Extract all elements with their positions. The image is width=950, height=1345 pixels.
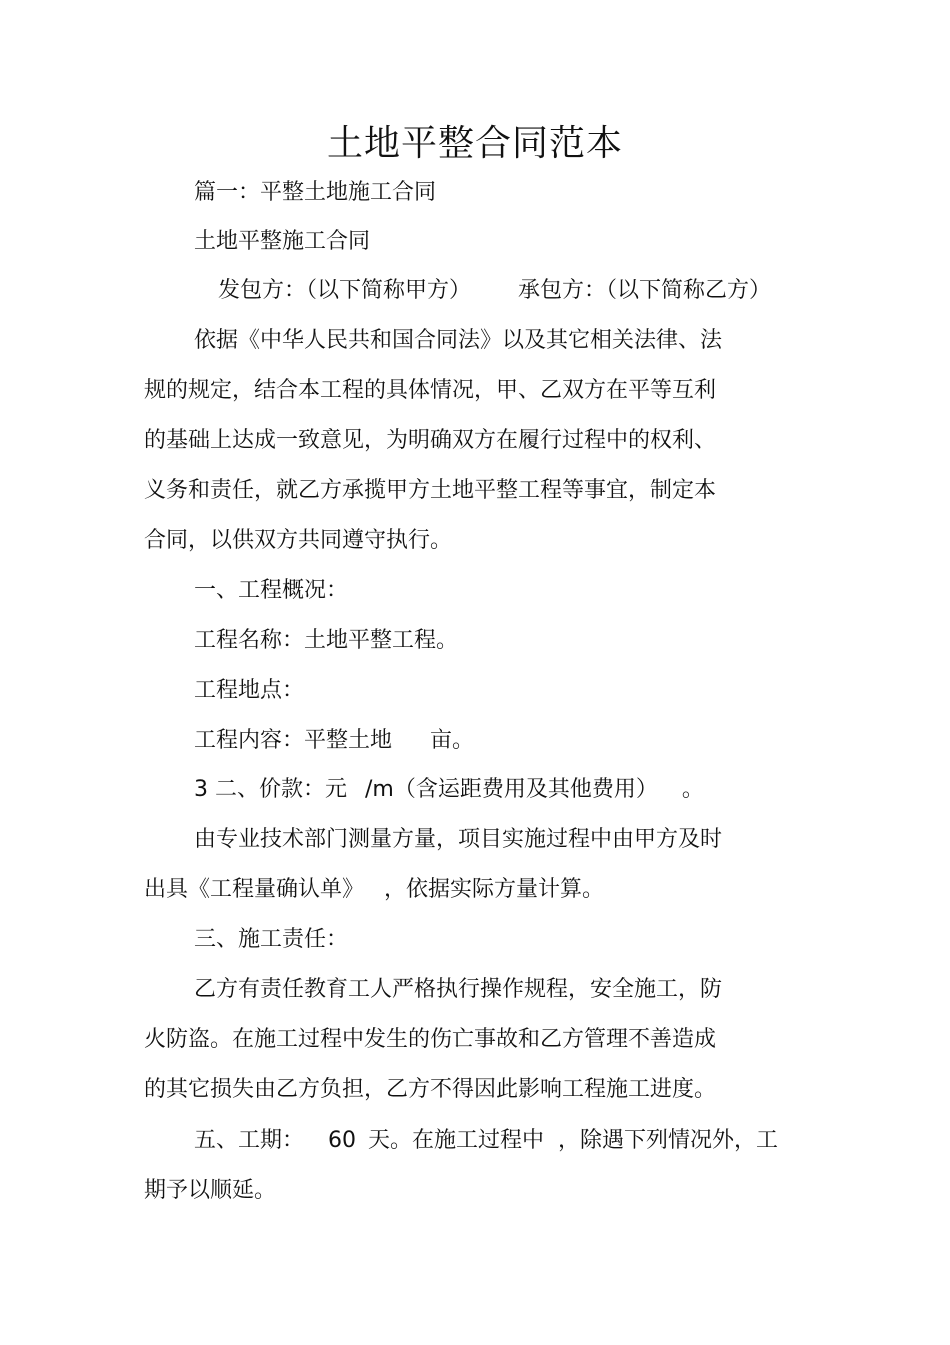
heading-part-one: 篇一：平整土地施工合同 (194, 180, 437, 205)
project-location-line: 工程地点： (194, 678, 305, 703)
period-exceptions: ，除遇下列情况外，工 (558, 1128, 779, 1153)
project-content-unit: 亩。 (430, 728, 475, 753)
para1-line-1: 依据《中华人民共和国合同法》以及其它相关法律、法 (194, 328, 723, 353)
para1-line-4: 义务和责任，就乙方承揽甲方土地平整工程等事宜，制定本 (144, 478, 717, 503)
para2-calculation: ，依据实际方量计算。 (384, 877, 605, 902)
price-label: 3 二、价款：元 (194, 777, 347, 802)
project-name-line: 工程名称：土地平整工程。 (194, 628, 459, 653)
para3-line-1: 乙方有责任教育工人严格执行操作规程，安全施工，防 (194, 977, 723, 1002)
period-days: 60 (328, 1128, 357, 1153)
project-content-line (194, 724, 474, 758)
section-1-heading: 一、工程概况： (194, 578, 349, 603)
price-line (194, 773, 704, 807)
para1-line-3: 的基础上达成一致意见，为明确双方在履行过程中的权利、 (144, 428, 717, 453)
para2-confirmation-form: 出具《工程量确认单》 (144, 877, 365, 902)
section-3-heading: 三、施工责任： (194, 927, 349, 952)
period-label: 五、工期： (194, 1128, 305, 1153)
period-during: 天。在施工过程中 (368, 1128, 545, 1153)
price-unit: /m（含运距费用及其他费用） (365, 777, 658, 802)
heading-contract: 土地平整施工合同 (194, 229, 371, 254)
period-line-2: 期予以顺延。 (144, 1178, 277, 1203)
price-end: 。 (681, 777, 704, 802)
para1-line-5: 合同，以供双方共同遵守执行。 (144, 528, 453, 553)
para3-line-3: 的其它损失由乙方负担，乙方不得因此影响工程施工进度。 (144, 1077, 717, 1102)
para2-line-2 (144, 873, 604, 907)
period-line (194, 1124, 778, 1158)
party-b-line: 承包方：（以下简称乙方） (518, 278, 772, 303)
party-a-line: 发包方：（以下简称甲方） (218, 278, 472, 303)
para2-line-1: 由专业技术部门测量方量，项目实施过程中由甲方及时 (194, 827, 723, 852)
para1-line-2: 规的规定，结合本工程的具体情况，甲、乙双方在平等互利 (144, 378, 717, 403)
para3-line-2: 火防盗。在施工过程中发生的伤亡事故和乙方管理不善造成 (144, 1027, 717, 1052)
document-title: 土地平整合同范本 (326, 123, 623, 164)
project-content-label: 工程内容：平整土地 (194, 728, 393, 753)
